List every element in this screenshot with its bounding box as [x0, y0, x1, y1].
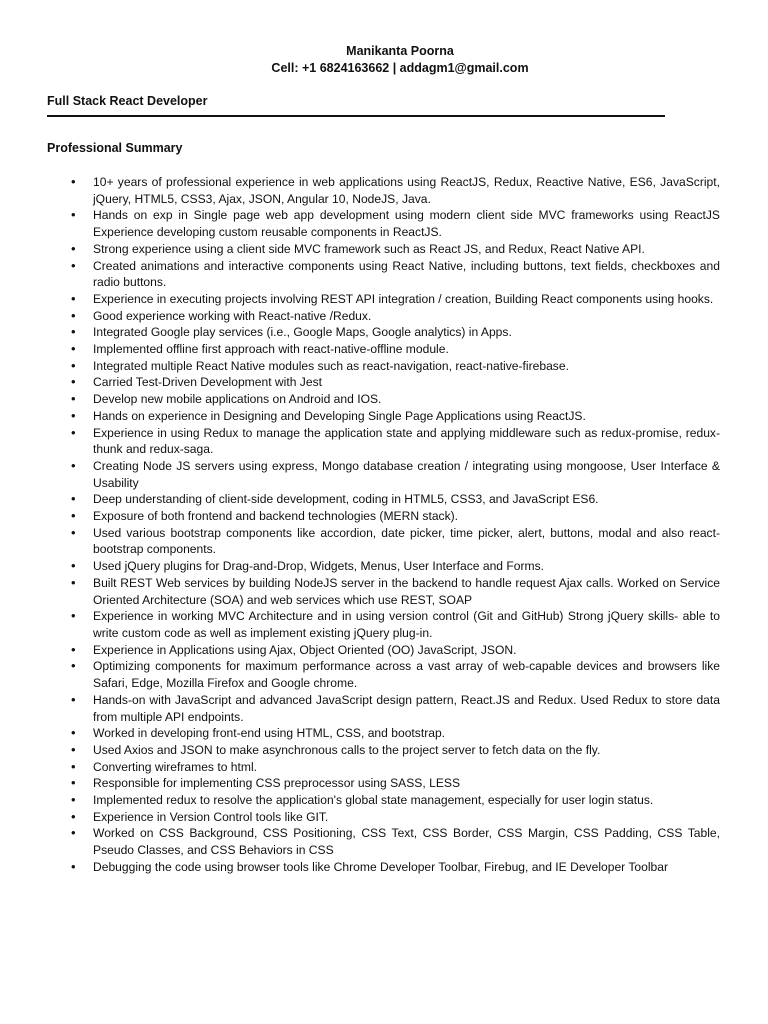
summary-bullet-item: • Converting wireframes to html.	[93, 759, 720, 776]
summary-bullet-item: • Used jQuery plugins for Drag-and-Drop, Widgets, Menus, User Interface and Forms.	[93, 558, 720, 575]
summary-bullet-item: • Experience in working MVC Architecture and in using version control (Git and GitHub) Strong jQuery skills- able to write custom code as well as implement existing jQuery plug-in.	[93, 608, 720, 641]
summary-bullet-list	[93, 174, 720, 876]
candidate-name: Manikanta Poorna	[346, 44, 454, 58]
summary-bullet-item: • Worked in developing front-end using HTML, CSS, and bootstrap.	[93, 725, 720, 742]
summary-bullet-item: • Built REST Web services by building NodeJS server in the backend to handle request Ajax calls. Worked on Service Oriented Architecture (SOA) and web services which use REST, SOAP	[93, 575, 720, 608]
summary-bullet-item: • Integrated multiple React Native modules such as react-navigation, react-native-firebase.	[93, 358, 720, 375]
header-divider	[47, 115, 665, 117]
summary-bullet-item: • Used Axios and JSON to make asynchronous calls to the project server to fetch data on the fly.	[93, 742, 720, 759]
summary-bullet-item: • Experience in Applications using Ajax, Object Oriented (OO) JavaScript, JSON.	[93, 642, 720, 659]
summary-bullet-item: • Hands-on with JavaScript and advanced JavaScript design pattern, React.JS and Redux. Used Redux to store data from multiple API endpoints.	[93, 692, 720, 725]
summary-bullet-item: • Hands on exp in Single page web app development using modern client side MVC frameworks using ReactJS Experience developing custom reusable components in ReactJS.	[93, 207, 720, 240]
summary-bullet-item: • 10+ years of professional experience in web applications using ReactJS, Redux, Reactive Native, ES6, JavaScript, jQuery, HTML5, CSS3, Ajax, JSON, Angular 10, NodeJS, Java.	[93, 174, 720, 207]
job-title: Full Stack React Developer	[47, 94, 208, 108]
summary-bullet-item: • Debugging the code using browser tools like Chrome Developer Toolbar, Firebug, and IE Developer Toolbar	[93, 859, 720, 876]
summary-bullet-item: • Hands on experience in Designing and Developing Single Page Applications using ReactJS.	[93, 408, 720, 425]
summary-bullet-item: • Implemented redux to resolve the application's global state management, especially for user login status.	[93, 792, 720, 809]
summary-bullet-item: • Deep understanding of client-side development, coding in HTML5, CSS3, and JavaScript ES6.	[93, 491, 720, 508]
summary-bullet-item: • Develop new mobile applications on Android and IOS.	[93, 391, 720, 408]
summary-bullet-item: • Used various bootstrap components like accordion, date picker, time picker, alert, buttons, modal and also react-bootstrap components.	[93, 525, 720, 558]
summary-bullet-item: • Experience in Version Control tools like GIT.	[93, 809, 720, 826]
summary-bullet-item: • Integrated Google play services (i.e., Google Maps, Google analytics) in Apps.	[93, 324, 720, 341]
summary-bullet-item: • Created animations and interactive components using React Native, including buttons, text fields, checkboxes and radio buttons.	[93, 258, 720, 291]
summary-bullet-item: • Implemented offline first approach with react-native-offline module.	[93, 341, 720, 358]
summary-bullet-item: • Experience in using Redux to manage the application state and applying middleware such as redux-promise, redux-thunk and redux-saga.	[93, 425, 720, 458]
contact-line: Cell: +1 6824163662 | addagm1@gmail.com	[271, 61, 529, 75]
summary-bullet-item: • Experience in executing projects involving REST API integration / creation, Building React components using hooks.	[93, 291, 720, 308]
summary-bullet-item: • Exposure of both frontend and backend technologies (MERN stack).	[93, 508, 720, 525]
section-title-professional-summary: Professional Summary	[47, 141, 183, 155]
summary-bullet-item: • Good experience working with React-native /Redux.	[93, 308, 720, 325]
summary-bullet-item: • Carried Test-Driven Development with Jest	[93, 374, 720, 391]
summary-bullet-item: • Optimizing components for maximum performance across a vast array of web-capable devices and browsers like Safari, Edge, Mozilla Firefox and Google chrome.	[93, 658, 720, 691]
summary-bullet-item: • Responsible for implementing CSS preprocessor using SASS, LESS	[93, 775, 720, 792]
resume-header	[0, 43, 768, 77]
summary-bullet-item: • Strong experience using a client side MVC framework such as React JS, and Redux, React Native API.	[93, 241, 720, 258]
summary-bullet-item: • Worked on CSS Background, CSS Positioning, CSS Text, CSS Border, CSS Margin, CSS Padding, CSS Table, Pseudo Classes, and CSS Behaviors in CSS	[93, 825, 720, 858]
summary-bullet-item: • Creating Node JS servers using express, Mongo database creation / integrating using mongoose, User Interface & Usability	[93, 458, 720, 491]
